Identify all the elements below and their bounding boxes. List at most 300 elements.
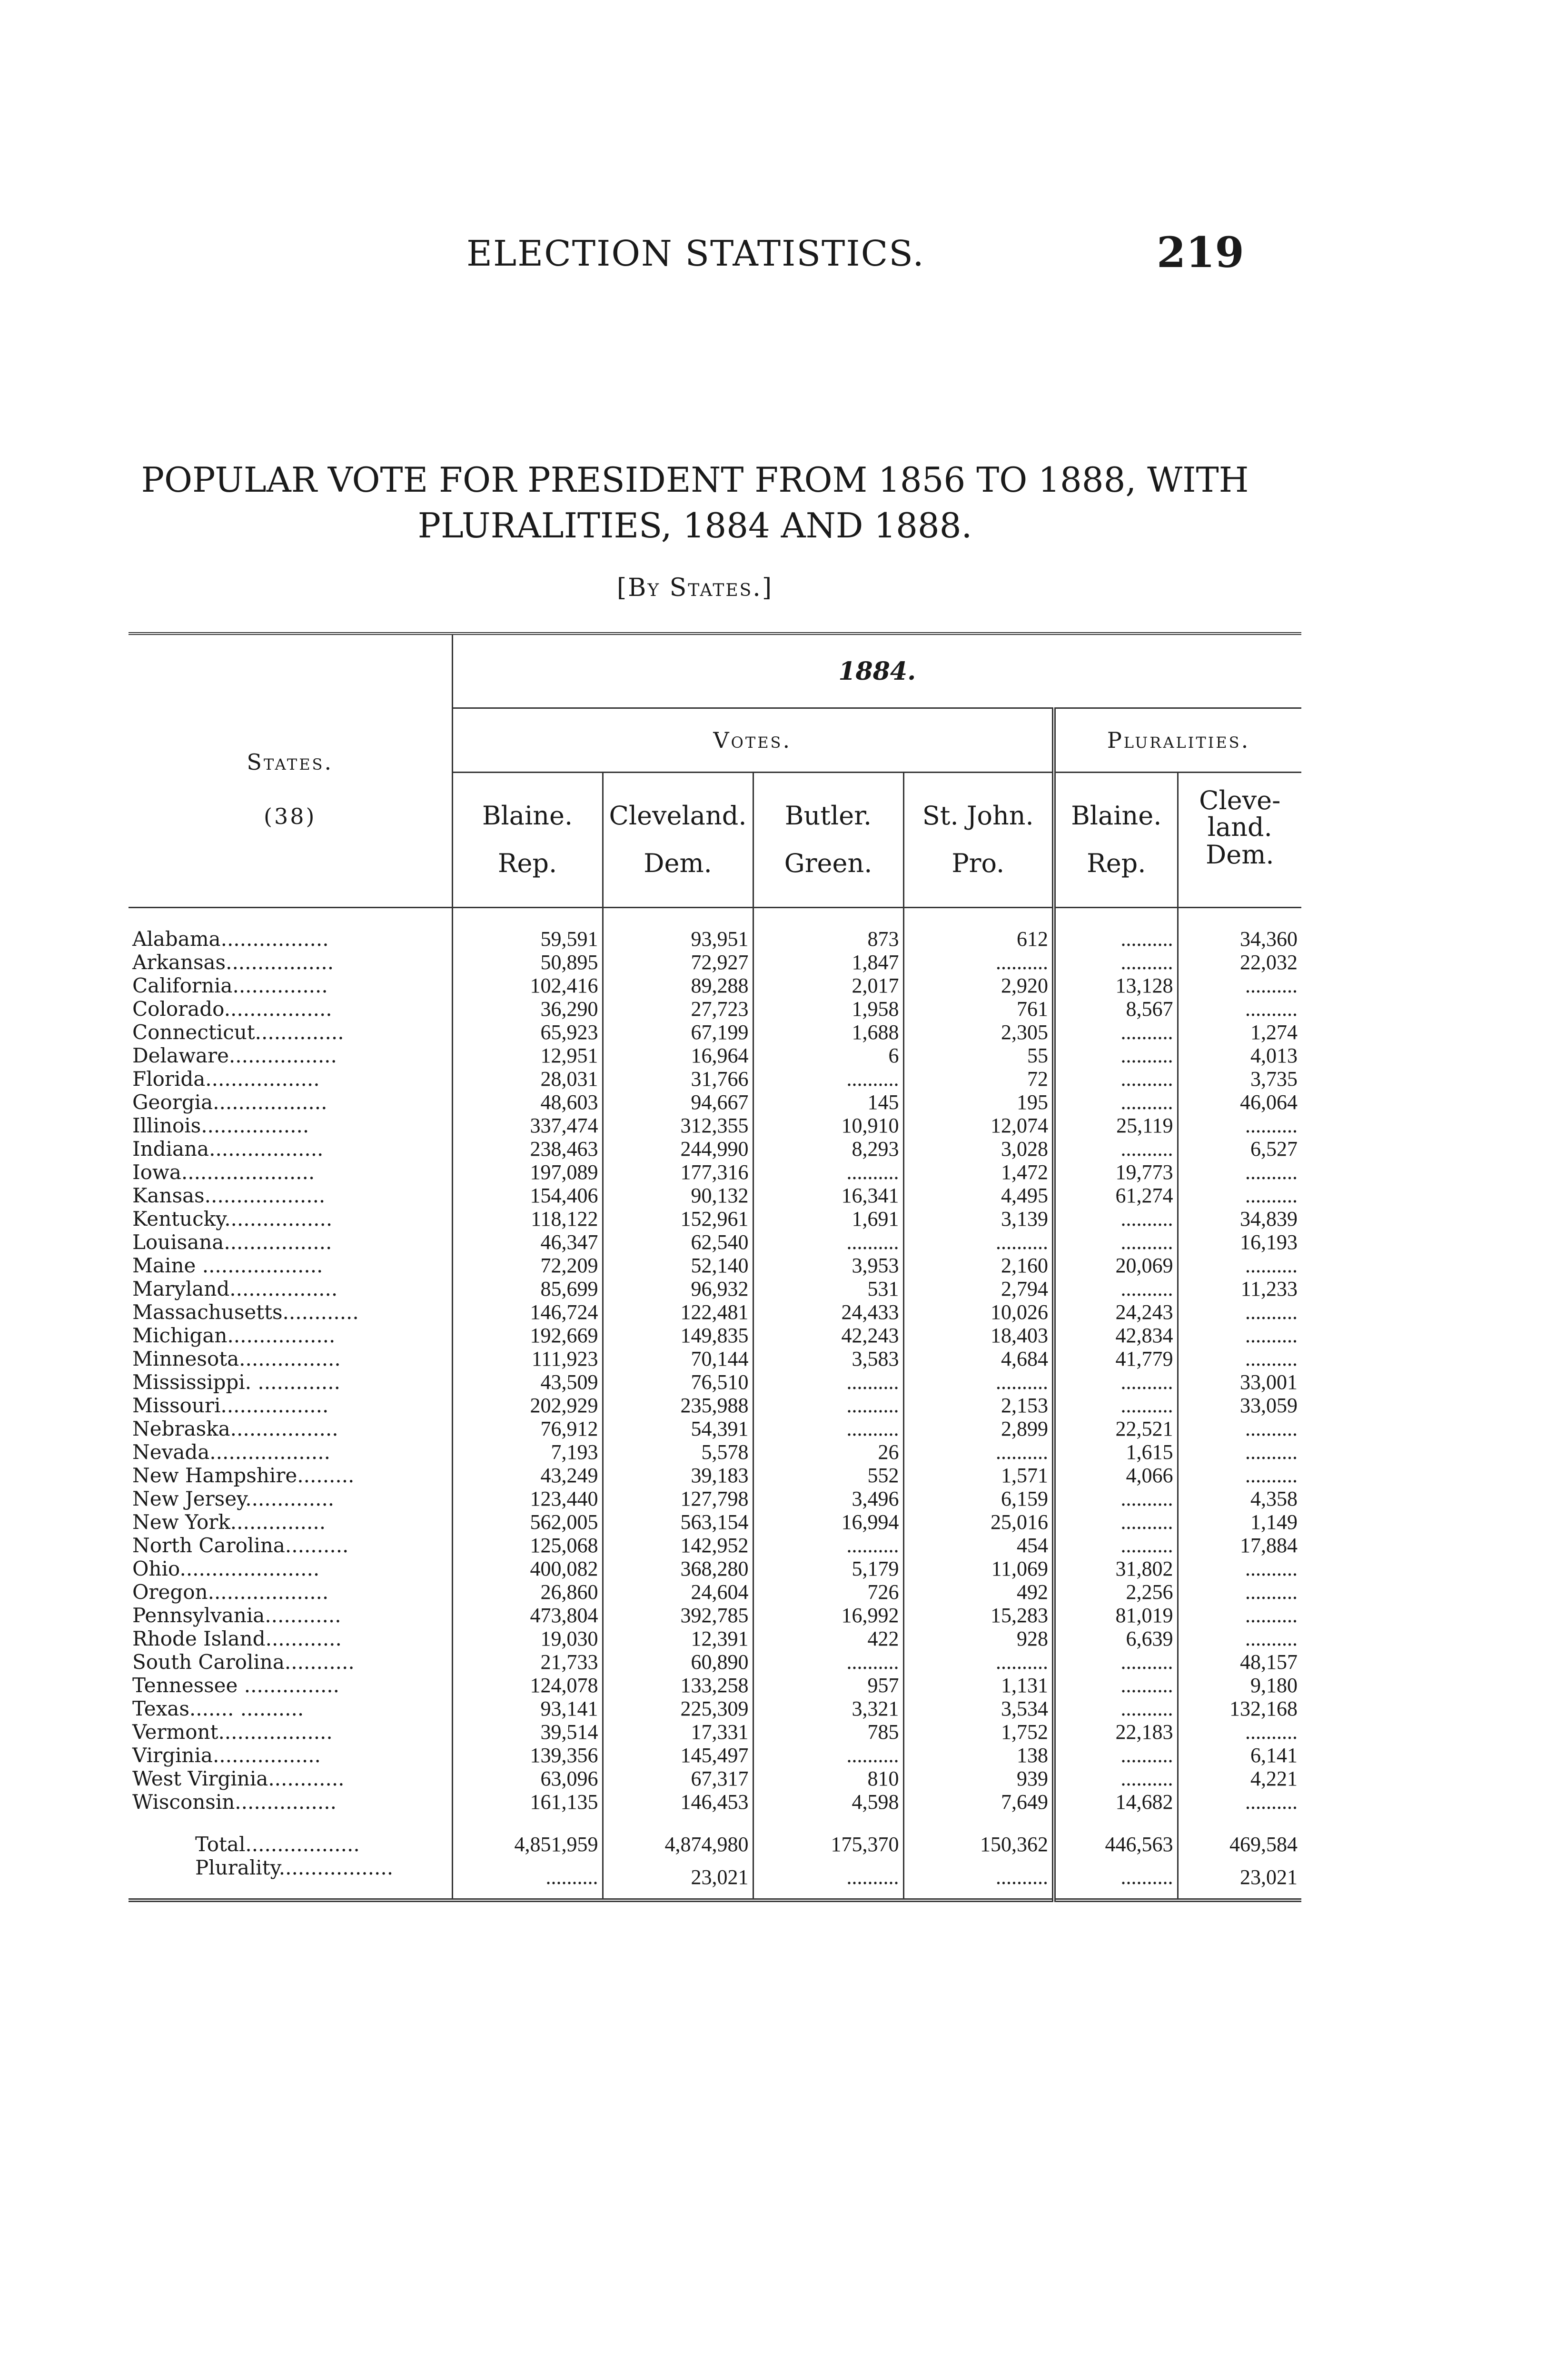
plurality-stjohn: ..........: [903, 1856, 1054, 1900]
cell-blaine-votes: 46,347: [452, 1230, 603, 1254]
table-row: [129, 1440, 1301, 1464]
cell-blaine-votes: 43,509: [452, 1370, 603, 1394]
state-name: Missouri.................: [132, 1394, 329, 1417]
table-row: [129, 974, 1301, 997]
state-name: New York...............: [132, 1510, 326, 1534]
cell-cleveland-votes: 152,961: [603, 1207, 753, 1230]
cell-cleveland-votes: 54,391: [603, 1417, 753, 1440]
cell-cleveland-plurality: 9,180: [1178, 1674, 1301, 1697]
table-totals: [129, 1814, 1301, 1900]
cell-blaine-plurality: ..........: [1054, 1487, 1178, 1510]
table-row: [129, 1697, 1301, 1720]
cell-blaine-votes: 63,096: [452, 1767, 603, 1790]
cell-stjohn-votes: 72: [903, 1067, 1054, 1091]
table-row: [129, 1510, 1301, 1534]
cell-blaine-votes: 12,951: [452, 1044, 603, 1067]
cell-cleveland-votes: 244,990: [603, 1137, 753, 1160]
cell-butler-votes: 810: [753, 1767, 903, 1790]
state-name: Oregon...................: [132, 1580, 329, 1604]
cell-cleveland-plurality: ..........: [1178, 1254, 1301, 1277]
cell-cleveland-plurality: ..........: [1178, 1627, 1301, 1650]
table-row: [129, 1021, 1301, 1044]
cell-blaine-votes: 19,030: [452, 1627, 603, 1650]
cell-blaine-plurality: 4,066: [1054, 1464, 1178, 1487]
cell-blaine-votes: 400,082: [452, 1557, 603, 1580]
total-stjohn: 150,362: [903, 1814, 1054, 1856]
cell-cleveland-votes: 96,932: [603, 1277, 753, 1300]
cell-stjohn-votes: 6,159: [903, 1487, 1054, 1510]
cell-butler-votes: 1,691: [753, 1207, 903, 1230]
table-row: [129, 1067, 1301, 1091]
cell-stjohn-votes: 761: [903, 997, 1054, 1021]
cell-blaine-plurality: ..........: [1054, 1137, 1178, 1160]
cell-cleveland-votes: 122,481: [603, 1300, 753, 1324]
state-name: Virginia.................: [132, 1744, 321, 1767]
total-plurality-cleveland: 469,584: [1178, 1814, 1301, 1856]
running-title: ELECTION STATISTICS.: [466, 233, 925, 274]
cell-blaine-plurality: 25,119: [1054, 1114, 1178, 1137]
cell-butler-votes: 10,910: [753, 1114, 903, 1137]
cell-cleveland-plurality: 132,168: [1178, 1697, 1301, 1720]
cell-butler-votes: ..........: [753, 1394, 903, 1417]
cell-blaine-votes: 102,416: [452, 974, 603, 997]
total-plurality-blaine: 446,563: [1054, 1814, 1178, 1856]
cell-blaine-plurality: ..........: [1054, 951, 1178, 974]
cell-cleveland-votes: 89,288: [603, 974, 753, 997]
cell-blaine-plurality: 1,615: [1054, 1440, 1178, 1464]
cell-blaine-votes: 154,406: [452, 1184, 603, 1207]
votes-group-header: Votes.: [452, 708, 1054, 773]
cell-blaine-votes: 146,724: [452, 1300, 603, 1324]
state-name: Ohio......................: [132, 1557, 320, 1580]
cell-cleveland-plurality: ..........: [1178, 1114, 1301, 1137]
cell-cleveland-votes: 177,316: [603, 1160, 753, 1184]
cell-stjohn-votes: 2,899: [903, 1417, 1054, 1440]
cell-blaine-plurality: ..........: [1054, 1510, 1178, 1534]
cell-cleveland-votes: 70,144: [603, 1347, 753, 1370]
cell-cleveland-plurality: 22,032: [1178, 951, 1301, 974]
cell-butler-votes: ..........: [753, 1160, 903, 1184]
cell-blaine-votes: 161,135: [452, 1790, 603, 1814]
cell-butler-votes: 552: [753, 1464, 903, 1487]
cell-blaine-votes: 65,923: [452, 1021, 603, 1044]
state-name: Pennsylvania............: [132, 1604, 341, 1627]
state-name: Tennessee ...............: [132, 1674, 339, 1697]
state-name: Mississippi. .............: [132, 1370, 340, 1394]
cell-blaine-plurality: ..........: [1054, 1091, 1178, 1114]
cell-blaine-votes: 192,669: [452, 1324, 603, 1347]
plurality-row: [129, 1856, 1301, 1900]
cell-butler-votes: 2,017: [753, 974, 903, 997]
state-name: Nebraska.................: [132, 1417, 338, 1440]
cell-stjohn-votes: 7,649: [903, 1790, 1054, 1814]
cell-butler-votes: 3,321: [753, 1697, 903, 1720]
cell-cleveland-votes: 67,317: [603, 1767, 753, 1790]
cell-blaine-plurality: 8,567: [1054, 997, 1178, 1021]
table-row: [129, 1044, 1301, 1067]
plurality-plurality-cleveland: 23,021: [1178, 1856, 1301, 1900]
state-name: Vermont..................: [132, 1720, 333, 1744]
table-row: [129, 1137, 1301, 1160]
states-label: States.: [247, 749, 334, 775]
cell-butler-votes: 785: [753, 1720, 903, 1744]
cell-blaine-plurality: 61,274: [1054, 1184, 1178, 1207]
cell-cleveland-plurality: ..........: [1178, 1720, 1301, 1744]
state-name: West Virginia............: [132, 1767, 345, 1790]
state-name: Indiana..................: [132, 1137, 324, 1160]
cell-stjohn-votes: 1,571: [903, 1464, 1054, 1487]
cell-cleveland-plurality: 46,064: [1178, 1091, 1301, 1114]
cell-cleveland-votes: 24,604: [603, 1580, 753, 1604]
cell-cleveland-votes: 145,497: [603, 1744, 753, 1767]
state-name: Illinois.................: [132, 1114, 309, 1137]
cell-blaine-votes: 125,068: [452, 1534, 603, 1557]
table-row: [129, 1627, 1301, 1650]
cell-cleveland-votes: 94,667: [603, 1091, 753, 1114]
cell-butler-votes: 16,992: [753, 1604, 903, 1627]
cell-stjohn-votes: ..........: [903, 1650, 1054, 1674]
cell-blaine-plurality: 20,069: [1054, 1254, 1178, 1277]
cell-blaine-votes: 124,078: [452, 1674, 603, 1697]
cell-stjohn-votes: 2,160: [903, 1254, 1054, 1277]
cell-stjohn-votes: 11,069: [903, 1557, 1054, 1580]
cell-blaine-votes: 139,356: [452, 1744, 603, 1767]
cell-stjohn-votes: 1,472: [903, 1160, 1054, 1184]
col-header-stjohn-votes: St. John. Pro.: [903, 773, 1054, 908]
total-row: [129, 1814, 1301, 1856]
cell-butler-votes: 16,994: [753, 1510, 903, 1534]
cell-butler-votes: 1,847: [753, 951, 903, 974]
cell-cleveland-votes: 17,331: [603, 1720, 753, 1744]
cell-stjohn-votes: 4,684: [903, 1347, 1054, 1370]
table-row: [129, 1674, 1301, 1697]
cell-blaine-plurality: ..........: [1054, 1021, 1178, 1044]
state-name: Maryland.................: [132, 1277, 338, 1300]
cell-cleveland-plurality: 34,839: [1178, 1207, 1301, 1230]
cell-butler-votes: 145: [753, 1091, 903, 1114]
plurality-blaine: ..........: [452, 1856, 603, 1900]
cell-stjohn-votes: 2,920: [903, 974, 1054, 997]
cell-blaine-votes: 72,209: [452, 1254, 603, 1277]
cell-stjohn-votes: 10,026: [903, 1300, 1054, 1324]
cell-butler-votes: 1,688: [753, 1021, 903, 1044]
state-name: Iowa.....................: [132, 1160, 315, 1184]
cell-stjohn-votes: ..........: [903, 1230, 1054, 1254]
cell-blaine-plurality: ..........: [1054, 1370, 1178, 1394]
cell-blaine-votes: 76,912: [452, 1417, 603, 1440]
cell-blaine-votes: 562,005: [452, 1510, 603, 1534]
total-label: Total..................: [195, 1833, 360, 1856]
cell-blaine-plurality: 6,639: [1054, 1627, 1178, 1650]
cell-stjohn-votes: 2,153: [903, 1394, 1054, 1417]
cell-stjohn-votes: 18,403: [903, 1324, 1054, 1347]
cell-stjohn-votes: 939: [903, 1767, 1054, 1790]
cell-cleveland-votes: 563,154: [603, 1510, 753, 1534]
col-header-blaine-votes: Blaine. Rep.: [452, 773, 603, 908]
table-row: [129, 1347, 1301, 1370]
cell-stjohn-votes: 1,752: [903, 1720, 1054, 1744]
table-row: [129, 951, 1301, 974]
table-row: [129, 1091, 1301, 1114]
year-header: 1884.: [452, 634, 1301, 708]
cell-cleveland-votes: 12,391: [603, 1627, 753, 1650]
state-name: North Carolina..........: [132, 1534, 349, 1557]
cell-butler-votes: 8,293: [753, 1137, 903, 1160]
cell-cleveland-plurality: 4,358: [1178, 1487, 1301, 1510]
state-name: Rhode Island............: [132, 1627, 342, 1650]
plurality-label: Plurality..................: [195, 1856, 394, 1879]
state-name: Massachusetts............: [132, 1300, 359, 1324]
cell-butler-votes: 873: [753, 927, 903, 951]
cell-cleveland-plurality: 17,884: [1178, 1534, 1301, 1557]
state-name: Wisconsin................: [132, 1790, 337, 1814]
cell-cleveland-votes: 60,890: [603, 1650, 753, 1674]
cell-stjohn-votes: 12,074: [903, 1114, 1054, 1137]
cell-butler-votes: 1,958: [753, 997, 903, 1021]
total-cleveland: 4,874,980: [603, 1814, 753, 1856]
cell-cleveland-plurality: ..........: [1178, 1324, 1301, 1347]
cell-stjohn-votes: ..........: [903, 1370, 1054, 1394]
cell-butler-votes: 3,496: [753, 1487, 903, 1510]
cell-butler-votes: 5,179: [753, 1557, 903, 1580]
cell-cleveland-votes: 368,280: [603, 1557, 753, 1580]
state-name: Florida..................: [132, 1067, 320, 1091]
cell-cleveland-plurality: ..........: [1178, 1347, 1301, 1370]
cell-stjohn-votes: ..........: [903, 951, 1054, 974]
cell-cleveland-votes: 39,183: [603, 1464, 753, 1487]
table-row: [129, 1324, 1301, 1347]
cell-stjohn-votes: 2,305: [903, 1021, 1054, 1044]
cell-blaine-plurality: ..........: [1054, 1230, 1178, 1254]
cell-blaine-votes: 48,603: [452, 1091, 603, 1114]
cell-stjohn-votes: 25,016: [903, 1510, 1054, 1534]
cell-cleveland-votes: 142,952: [603, 1534, 753, 1557]
cell-stjohn-votes: 1,131: [903, 1674, 1054, 1697]
cell-cleveland-votes: 62,540: [603, 1230, 753, 1254]
cell-cleveland-votes: 27,723: [603, 997, 753, 1021]
cell-cleveland-plurality: ..........: [1178, 1184, 1301, 1207]
table-row: [129, 1417, 1301, 1440]
cell-blaine-plurality: 42,834: [1054, 1324, 1178, 1347]
cell-butler-votes: ..........: [753, 1067, 903, 1091]
cell-blaine-votes: 26,860: [452, 1580, 603, 1604]
table-row: [129, 1160, 1301, 1184]
cell-butler-votes: 531: [753, 1277, 903, 1300]
cell-stjohn-votes: 928: [903, 1627, 1054, 1650]
cell-blaine-plurality: 41,779: [1054, 1347, 1178, 1370]
cell-stjohn-votes: 612: [903, 927, 1054, 951]
table-row: [129, 1557, 1301, 1580]
states-header: [129, 634, 452, 908]
cell-cleveland-plurality: 4,221: [1178, 1767, 1301, 1790]
col-header-butler-votes: Butler. Green.: [753, 773, 903, 908]
state-name: Louisana.................: [132, 1230, 332, 1254]
cell-blaine-votes: 43,249: [452, 1464, 603, 1487]
cell-cleveland-plurality: ..........: [1178, 1557, 1301, 1580]
cell-butler-votes: ..........: [753, 1650, 903, 1674]
cell-stjohn-votes: 492: [903, 1580, 1054, 1604]
cell-butler-votes: 957: [753, 1674, 903, 1697]
cell-butler-votes: 3,953: [753, 1254, 903, 1277]
cell-butler-votes: ..........: [753, 1534, 903, 1557]
cell-blaine-plurality: ..........: [1054, 1534, 1178, 1557]
cell-cleveland-votes: 235,988: [603, 1394, 753, 1417]
state-name: New Jersey..............: [132, 1487, 335, 1510]
cell-cleveland-votes: 225,309: [603, 1697, 753, 1720]
state-name: Colorado.................: [132, 997, 332, 1021]
cell-cleveland-votes: 67,199: [603, 1021, 753, 1044]
document-title: [124, 457, 1266, 548]
cell-cleveland-plurality: 16,193: [1178, 1230, 1301, 1254]
plurality-cleveland: 23,021: [603, 1856, 753, 1900]
cell-butler-votes: 422: [753, 1627, 903, 1650]
cell-butler-votes: 3,583: [753, 1347, 903, 1370]
cell-cleveland-plurality: 33,059: [1178, 1394, 1301, 1417]
cell-blaine-votes: 59,591: [452, 927, 603, 951]
cell-cleveland-votes: 90,132: [603, 1184, 753, 1207]
cell-cleveland-plurality: 3,735: [1178, 1067, 1301, 1091]
state-name: Connecticut..............: [132, 1021, 344, 1044]
cell-blaine-plurality: ..........: [1054, 927, 1178, 951]
table-row: [129, 927, 1301, 951]
cell-stjohn-votes: 454: [903, 1534, 1054, 1557]
cell-butler-votes: 42,243: [753, 1324, 903, 1347]
cell-blaine-votes: 238,463: [452, 1137, 603, 1160]
cell-blaine-votes: 123,440: [452, 1487, 603, 1510]
cell-blaine-votes: 21,733: [452, 1650, 603, 1674]
cell-blaine-votes: 111,923: [452, 1347, 603, 1370]
cell-blaine-plurality: 14,682: [1054, 1790, 1178, 1814]
table-row: [129, 1300, 1301, 1324]
state-name: Alabama.................: [132, 927, 329, 951]
cell-blaine-plurality: ..........: [1054, 1207, 1178, 1230]
cell-stjohn-votes: 195: [903, 1091, 1054, 1114]
cell-cleveland-votes: 392,785: [603, 1604, 753, 1627]
state-name: Texas....... ..........: [132, 1697, 304, 1720]
table-row: [129, 1370, 1301, 1394]
cell-stjohn-votes: 55: [903, 1044, 1054, 1067]
table-body: [129, 908, 1301, 1814]
state-name: South Carolina...........: [132, 1650, 355, 1674]
state-name: Minnesota................: [132, 1347, 341, 1370]
table-row: [129, 1487, 1301, 1510]
cell-blaine-votes: 85,699: [452, 1277, 603, 1300]
table-row: [129, 997, 1301, 1021]
cell-butler-votes: ..........: [753, 1230, 903, 1254]
table-row: [129, 1650, 1301, 1674]
cell-cleveland-plurality: 6,141: [1178, 1744, 1301, 1767]
cell-blaine-plurality: 19,773: [1054, 1160, 1178, 1184]
cell-blaine-plurality: ..........: [1054, 1697, 1178, 1720]
page-number: 219: [1157, 228, 1244, 277]
cell-cleveland-plurality: 34,360: [1178, 927, 1301, 951]
cell-butler-votes: 4,598: [753, 1790, 903, 1814]
cell-butler-votes: 16,341: [753, 1184, 903, 1207]
cell-cleveland-plurality: ..........: [1178, 1440, 1301, 1464]
cell-cleveland-plurality: ..........: [1178, 1417, 1301, 1440]
table-row: [129, 1767, 1301, 1790]
table-row: [129, 1230, 1301, 1254]
cell-blaine-plurality: ..........: [1054, 1674, 1178, 1697]
cell-blaine-plurality: 81,019: [1054, 1604, 1178, 1627]
state-name: Delaware.................: [132, 1044, 337, 1067]
cell-cleveland-votes: 5,578: [603, 1440, 753, 1464]
state-name: New Hampshire.........: [132, 1464, 355, 1487]
cell-blaine-votes: 197,089: [452, 1160, 603, 1184]
title-line-1: POPULAR VOTE FOR PRESIDENT FROM 1856 TO 1888, WITH: [141, 460, 1249, 500]
cell-cleveland-votes: 312,355: [603, 1114, 753, 1137]
cell-cleveland-plurality: ..........: [1178, 1790, 1301, 1814]
cell-blaine-plurality: ..........: [1054, 1650, 1178, 1674]
cell-butler-votes: 26: [753, 1440, 903, 1464]
total-blaine: 4,851,959: [452, 1814, 603, 1856]
cell-cleveland-plurality: ..........: [1178, 1464, 1301, 1487]
cell-butler-votes: 726: [753, 1580, 903, 1604]
cell-cleveland-plurality: ..........: [1178, 974, 1301, 997]
cell-butler-votes: 24,433: [753, 1300, 903, 1324]
table-row: [129, 1790, 1301, 1814]
state-name: Kentucky.................: [132, 1207, 333, 1230]
cell-cleveland-votes: 149,835: [603, 1324, 753, 1347]
title-line-2: PLURALITIES, 1884 AND 1888.: [417, 506, 972, 545]
table-row: [129, 1580, 1301, 1604]
cell-butler-votes: ..........: [753, 1744, 903, 1767]
table-row: [129, 1744, 1301, 1767]
cell-stjohn-votes: 15,283: [903, 1604, 1054, 1627]
cell-blaine-plurality: ..........: [1054, 1044, 1178, 1067]
cell-blaine-plurality: 24,243: [1054, 1300, 1178, 1324]
col-header-blaine-plurality: Blaine. Rep.: [1054, 773, 1178, 908]
popular-vote-table: [129, 632, 1301, 1902]
cell-cleveland-votes: 72,927: [603, 951, 753, 974]
cell-cleveland-plurality: 11,233: [1178, 1277, 1301, 1300]
table-row: [129, 1114, 1301, 1137]
cell-cleveland-plurality: ..........: [1178, 997, 1301, 1021]
cell-cleveland-votes: 76,510: [603, 1370, 753, 1394]
cell-cleveland-plurality: ..........: [1178, 1604, 1301, 1627]
cell-cleveland-votes: 133,258: [603, 1674, 753, 1697]
cell-cleveland-votes: 16,964: [603, 1044, 753, 1067]
cell-blaine-votes: 28,031: [452, 1067, 603, 1091]
table-row: [129, 1604, 1301, 1627]
cell-blaine-votes: 39,514: [452, 1720, 603, 1744]
cell-stjohn-votes: 3,028: [903, 1137, 1054, 1160]
cell-stjohn-votes: ..........: [903, 1440, 1054, 1464]
table-row: [129, 1720, 1301, 1744]
cell-blaine-plurality: ..........: [1054, 1767, 1178, 1790]
cell-cleveland-votes: 93,951: [603, 927, 753, 951]
cell-stjohn-votes: 3,534: [903, 1697, 1054, 1720]
table-row: [129, 1184, 1301, 1207]
cell-cleveland-votes: 127,798: [603, 1487, 753, 1510]
cell-blaine-votes: 202,929: [452, 1394, 603, 1417]
table-row: [129, 1464, 1301, 1487]
cell-blaine-votes: 337,474: [452, 1114, 603, 1137]
state-name: Arkansas.................: [132, 951, 334, 974]
pluralities-group-header: Pluralities.: [1054, 708, 1301, 773]
cell-cleveland-votes: 31,766: [603, 1067, 753, 1091]
cell-blaine-plurality: ..........: [1054, 1067, 1178, 1091]
cell-blaine-votes: 93,141: [452, 1697, 603, 1720]
cell-cleveland-plurality: 33,001: [1178, 1370, 1301, 1394]
cell-cleveland-plurality: ..........: [1178, 1300, 1301, 1324]
cell-stjohn-votes: 2,794: [903, 1277, 1054, 1300]
col-header-cleveland-plurality: Cleve-land. Dem.: [1178, 773, 1301, 908]
cell-blaine-plurality: ..........: [1054, 1277, 1178, 1300]
plurality-plurality-blaine: ..........: [1054, 1856, 1178, 1900]
cell-stjohn-votes: 3,139: [903, 1207, 1054, 1230]
cell-blaine-votes: 473,804: [452, 1604, 603, 1627]
